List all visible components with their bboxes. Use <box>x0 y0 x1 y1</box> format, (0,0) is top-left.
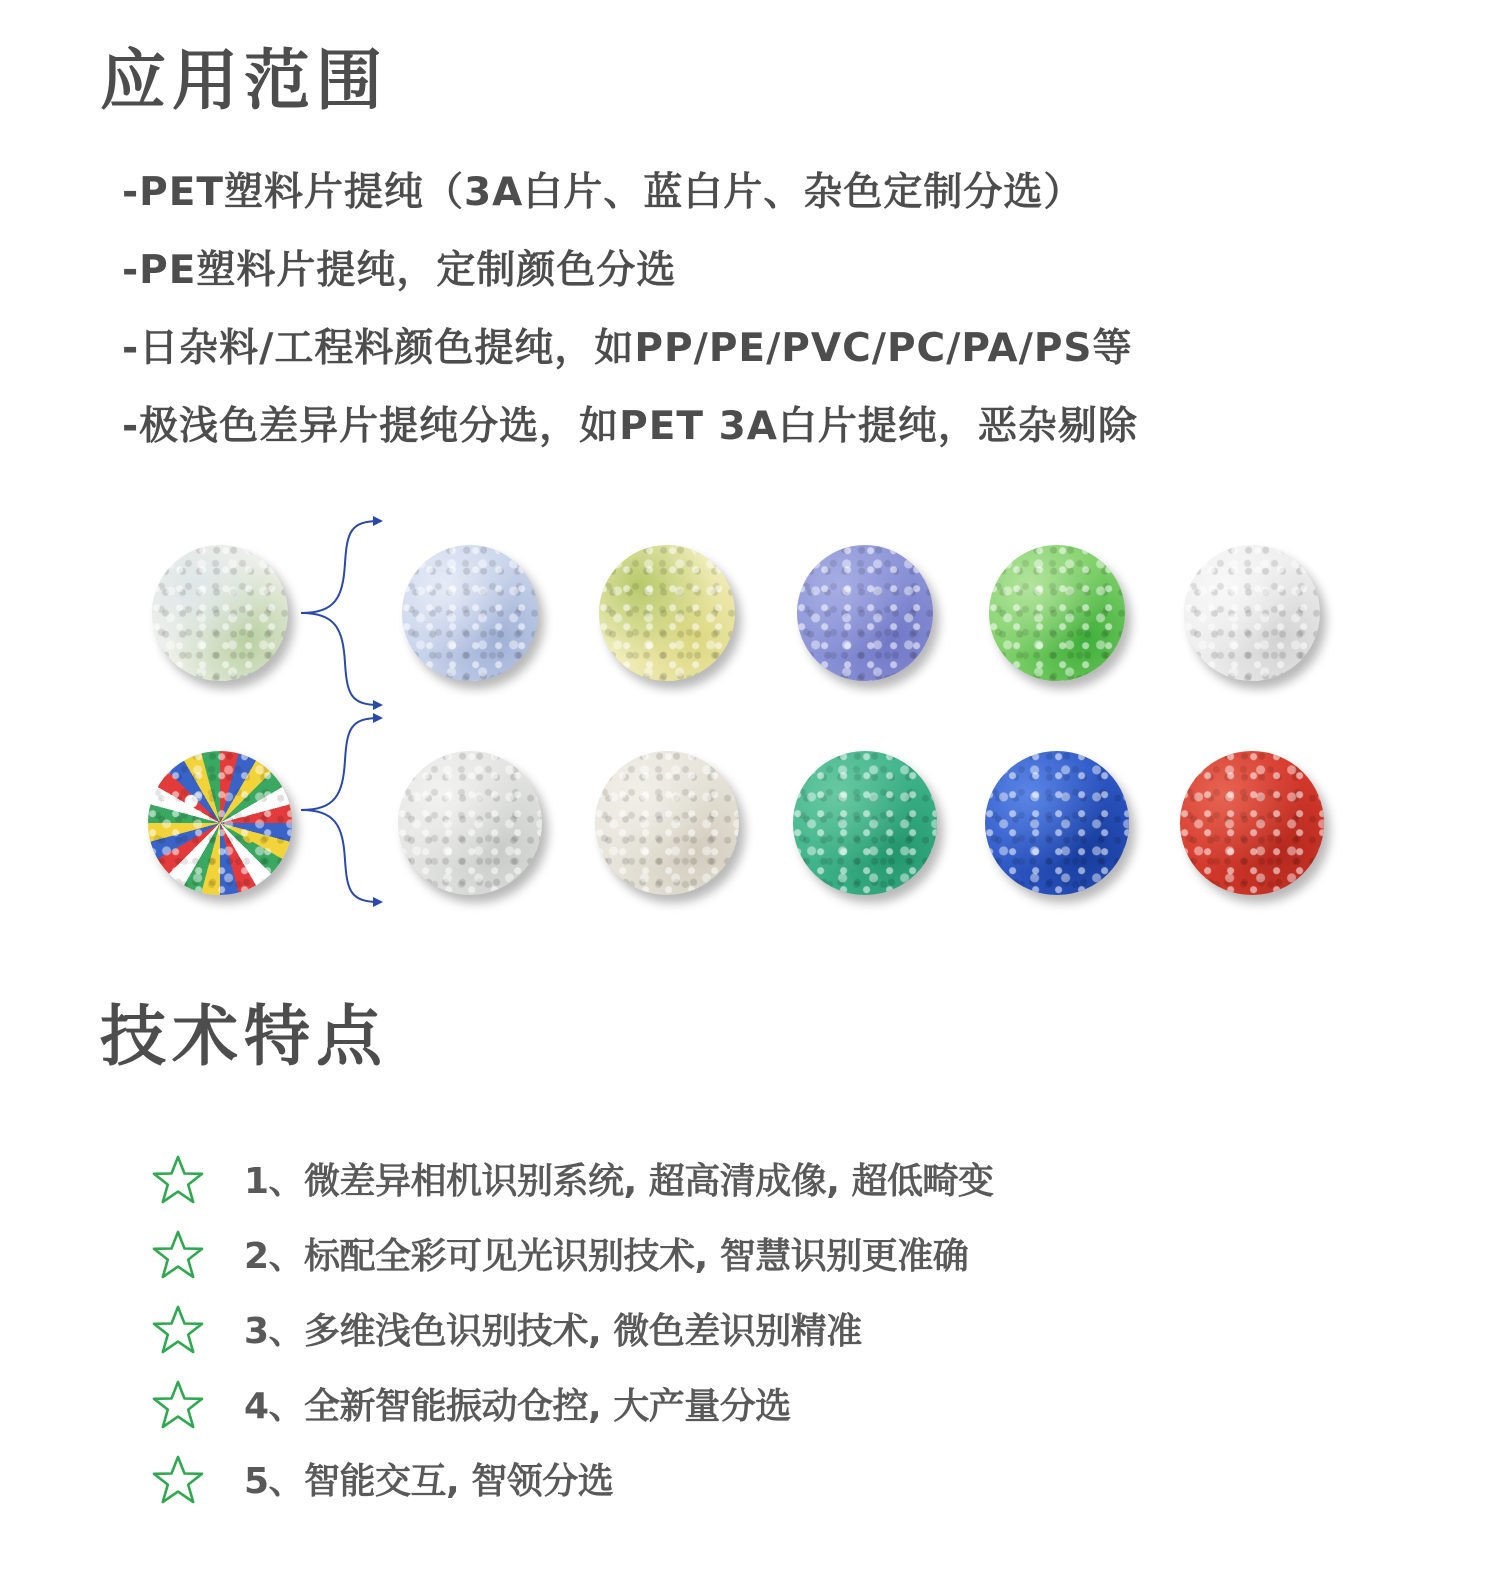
white-grey-flakes-sample-image <box>398 751 542 895</box>
yellow-flakes-sample-image <box>599 545 735 681</box>
feature-item <box>150 1229 993 1304</box>
red-flakes-sample-image <box>1180 751 1324 895</box>
star-icon <box>150 1454 206 1506</box>
section-title-application-scope: 应用范围 <box>100 42 388 119</box>
section-title-technical-features: 技术特点 <box>100 998 388 1075</box>
blue-white-flakes-sample-image <box>402 545 538 681</box>
feature-item <box>150 1304 993 1379</box>
feature-item <box>150 1454 993 1529</box>
feature-text: 4、全新智能振动仓控, 大产量分选 <box>244 1386 791 1427</box>
star-icon <box>150 1154 206 1206</box>
star-icon <box>150 1304 206 1356</box>
technical-features-list <box>150 1154 993 1529</box>
green-flakes-sample-image <box>989 545 1125 681</box>
feature-text: 2、标配全彩可见光识别技术, 智慧识别更准确 <box>244 1236 969 1277</box>
teal-green-flakes-sample-image <box>793 751 937 895</box>
feature-text: 1、微差异相机识别系统, 超高清成像, 超低畸变 <box>244 1161 994 1202</box>
split-arrow-icon <box>295 513 385 713</box>
scope-item: -极浅色差异片提纯分选，如PET 3A白片提纯，恶杂剔除 <box>122 404 1138 449</box>
application-scope-list <box>122 168 1138 480</box>
pet-mixed-flakes-sample-image <box>152 545 288 681</box>
sorting-sample-diagram <box>0 505 1511 925</box>
feature-item <box>150 1154 993 1229</box>
scope-item: -日杂料/工程料颜色提纯，如PP/PE/PVC/PC/PA/PS等 <box>122 326 1133 371</box>
split-arrow-icon <box>295 710 385 910</box>
feature-text: 5、智能交互, 智领分选 <box>244 1461 614 1502</box>
scope-item: -PE塑料片提纯，定制颜色分选 <box>122 248 677 293</box>
feature-text: 3、多维浅色识别技术, 微色差识别精准 <box>244 1311 862 1352</box>
violet-blue-flakes-sample-image <box>797 545 933 681</box>
scope-item: -PET塑料片提纯（3A白片、蓝白片、杂色定制分选） <box>122 170 1084 215</box>
star-icon <box>150 1229 206 1281</box>
mixed-color-flakes-sample-image <box>148 751 292 895</box>
white-flakes-sample-image <box>1184 545 1320 681</box>
beige-flakes-sample-image <box>595 751 739 895</box>
star-icon <box>150 1379 206 1431</box>
blue-flakes-sample-image <box>985 751 1129 895</box>
feature-item <box>150 1379 993 1454</box>
